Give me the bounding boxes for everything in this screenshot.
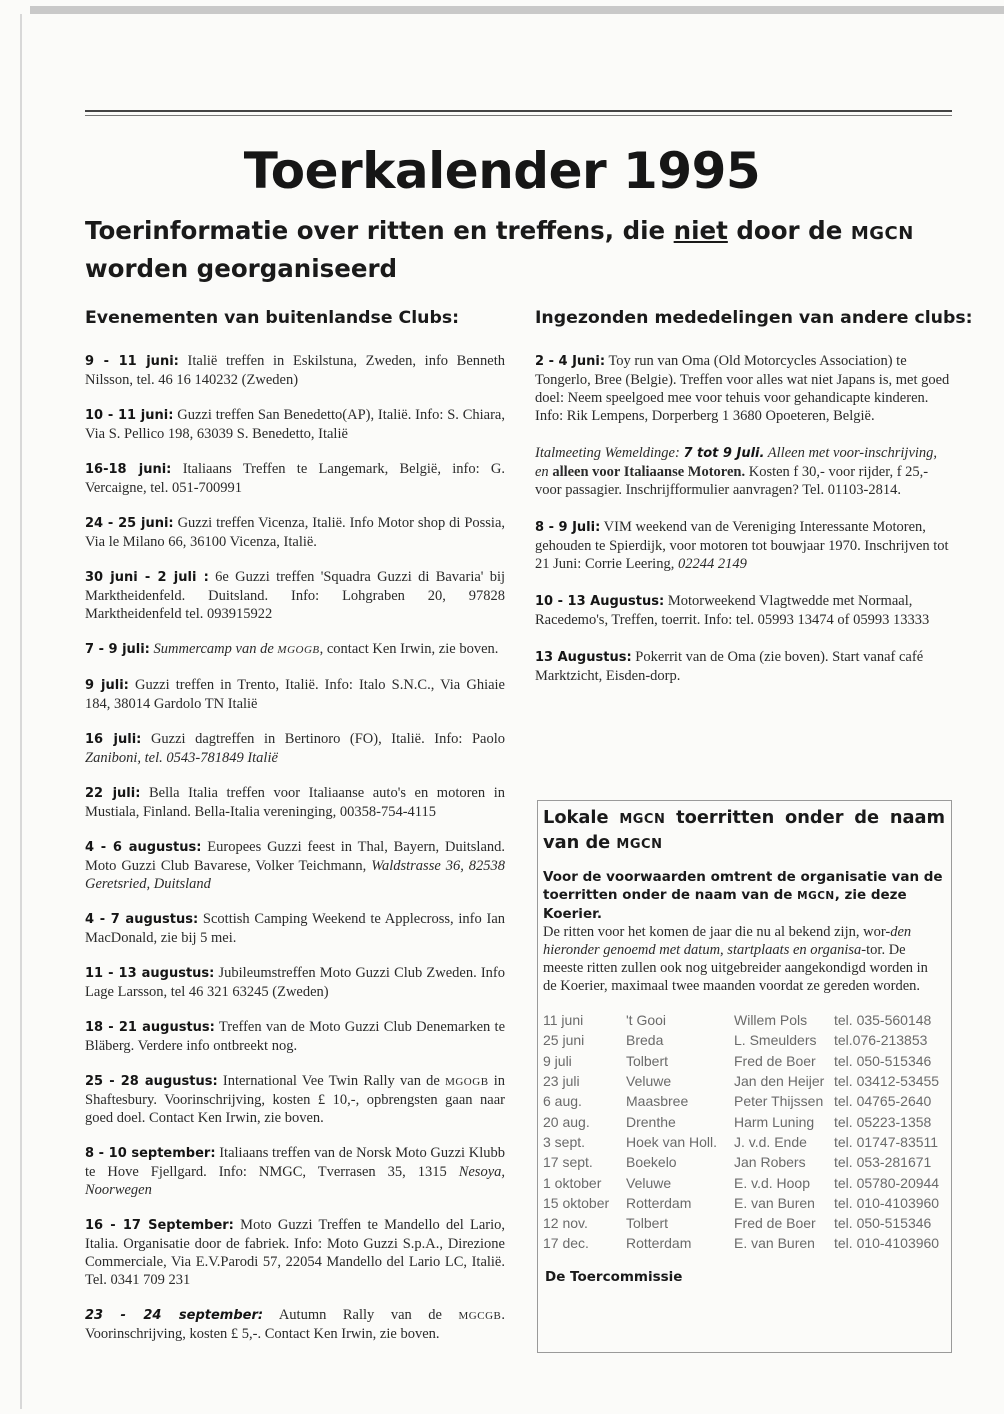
event-item: 16 juli: Guzzi dagtreffen in Bertinoro (FO), Italië. Info: Paolo Zaniboni, tel. 0543-781849 Italië (85, 731, 506, 766)
foreign-events-heading: Evenementen van buitenlandse Clubs: (85, 308, 460, 328)
local-rides-intro: De ritten voor het komen de jaar die nu al bekend zijn, wor-den hieronder genoemd met datum, startplaats en organisa-tor. De meeste ritten zullen ook nog uitgebreider aangekondigd worden in de Koerier, maximaal twee maanden voordat ze gereden worden. (543, 924, 928, 994)
event-item: 9 - 11 juni: Italië treffen in Eskilstuna, Zweden, info Benneth Nilsson, tel. 46 16 140232 (Zweden) (85, 353, 506, 388)
foreign-events-column (85, 308, 505, 1360)
local-rides-lead: Voor de voorwaarden omtrent de organisatie van de toerritten onder de naam van de MGCN, zie deze Koerier. (543, 869, 943, 922)
club-announcements-column (535, 308, 973, 704)
table-row: 11 juni 't Gooi Willem Pols tel. 035-560148 (543, 1012, 932, 1029)
page-subtitle: Toerinformatie over ritten en treffens, die niet door de MGCN worden georganiseerd (85, 216, 914, 283)
scan-left-edge (20, 14, 22, 1409)
table-row: 17 sept. Boekelo Jan Robers tel. 053-281671 (543, 1154, 932, 1171)
local-rides-box (537, 800, 952, 1353)
table-row: 25 juni Breda L. Smeulders tel.076-213853 (543, 1032, 928, 1049)
announcement-item: Italmeeting Wemeldinge: 7 tot 9 Juli. Alleen met voor-inschrijving, en alleen voor Italiaanse Motoren. Kosten f 30,- voor rijder, f 25,- voor passagier. Inschrijfformulier aanvragen? Tel. 01103-2814. (535, 445, 938, 498)
table-row: 9 juli Tolbert Fred de Boer tel. 050-515346 (543, 1052, 932, 1069)
emphasis-niet: niet (673, 216, 728, 245)
club-announcements-heading: Ingezonden mededelingen van andere clubs: (535, 308, 973, 328)
event-item: 23 - 24 september: Autumn Rally van de MGCGB. Voorinschrijving, kosten £ 5,-. Contact Ken Irwin, zie boven. (85, 1307, 505, 1342)
header-rule (85, 110, 952, 112)
signature: De Toercommissie (545, 1268, 683, 1285)
rides-table (543, 1010, 951, 1254)
event-item: 8 - 10 september: Italiaans treffen van de Norsk Moto Guzzi Klubb te Hove Fjellgard. Info: NMGC, Tverrasen 35, 1315 Nesoya, Noorwegen (85, 1145, 505, 1198)
event-item: 22 juli: Bella Italia treffen voor Italiaanse auto's en motoren in Mustiala, Finland. Bella-Italia vereninging, 00358-754-4115 (85, 785, 505, 820)
local-rides-title: Lokale MGCN toerritten onder de naam van de MGCN (543, 807, 945, 853)
event-item: 7 - 9 juli: Summercamp van de MGOGB, contact Ken Irwin, zie boven. (85, 641, 499, 657)
table-row: 17 dec. Rotterdam E. van Buren tel. 010-4103960 (543, 1235, 940, 1252)
table-row: 6 aug. Maasbree Peter Thijssen tel. 04765-2640 (543, 1093, 932, 1110)
announcement-item: 2 - 4 Juni: Toy run van Oma (Old Motorcycles Association) te Tongerlo, Bree (Belgie). Treffen voor alles wat niet Japans is, met goed doel: Neem speelgoed mee voor tehuis voor gehandicapte kinderen. Info: Rik Lempens, Dorperberg 1 3680 Opoeteren, België. (535, 353, 950, 424)
announcement-item: 8 - 9 Juli: VIM weekend van de Vereniging Interessante Motoren, gehouden te Spierdijk, voor motoren tot bouwjaar 1970. Inschrijven tot 21 Juni: Corrie Leering, 02244 2149 (535, 519, 949, 572)
event-item: 10 - 11 juni: Guzzi treffen San Benedetto(AP), Italië. Info: S. Chiara, Via S. Pellico 198, 63039 S. Benedetto, Italië (85, 407, 505, 442)
event-item: 4 - 6 augustus: Europees Guzzi feest in Thal, Bayern, Duitsland. Moto Guzzi Club Bavarese, Volker Teichmann, Waldstrasse 36, 82538 Geretsried, Duitsland (85, 839, 506, 892)
event-item: 9 juli: Guzzi treffen in Trento, Italië. Info: Italo S.N.C., Via Ghiaie 184, 38014 Gardolo TN Italië (85, 677, 505, 712)
event-item: 16-18 juni: Italiaans Treffen te Langemark, België, info: G. Vercaigne, tel. 051-700991 (85, 461, 506, 496)
event-item: 25 - 28 augustus: International Vee Twin Rally van de MGOGB in Shaftesbury. Voorinschrijving, kosten £ 10,-, opbrengsten gaan naar goed doel. Contact Ken Irwin, zie boven. (85, 1073, 506, 1126)
announcement-item: 13 Augustus: Pokerrit van de Oma (zie boven). Start vanaf café Marktzicht, Eisden-dorp. (535, 649, 924, 684)
table-row: 20 aug. Drenthe Harm Luning tel. 05223-1358 (543, 1113, 932, 1130)
announcement-item: 10 - 13 Augustus: Motorweekend Vlagtwedde met Normaal, Racedemo's, Treffen, toerrit. Info: tel. 05993 13474 of 05993 13333 (535, 593, 930, 628)
table-row: 12 nov. Tolbert Fred de Boer tel. 050-515346 (543, 1215, 932, 1232)
event-item: 16 - 17 September: Moto Guzzi Treffen te Mandello del Lario, Italia. Organisatie door de fabriek. Info: Moto Guzzi S.p.A., Direzione Commerciale, Via E.V.Parodi 57, 22054 Mandello del Lario LC, Italië. Tel. 0341 709 231 (85, 1217, 506, 1288)
page-title: Toerkalender 1995 (243, 142, 761, 200)
event-item: 4 - 7 augustus: Scottish Camping Weekend te Applecross, info Ian MacDonald, zie bij 5 mei. (85, 911, 506, 946)
header-rule-thin (85, 115, 952, 116)
event-item: 18 - 21 augustus: Treffen van de Moto Guzzi Club Denemarken te Bläberg. Verdere info ontbreekt nog. (85, 1019, 505, 1054)
table-row: 3 sept. Hoek van Holl. J. v.d. Ende tel. 01747-83511 (543, 1133, 939, 1150)
scan-top-edge (30, 6, 1004, 14)
table-row: 1 oktober Veluwe E. v.d. Hoop tel. 05780-20944 (543, 1174, 940, 1191)
event-item: 11 - 13 augustus: Jubileumstreffen Moto Guzzi Club Zweden. Info Lage Larsson, tel 46 321 63245 (Zweden) (85, 965, 505, 1000)
event-item: 30 juni - 2 juli : 6e Guzzi treffen 'Squadra Guzzi di Bavaria' bij Marktheidenfeld. Duitsland. Info: Lohgraben 20, 97828 Marktheidenfeld tel. 093915922 (85, 569, 506, 622)
event-item: 24 - 25 juni: Guzzi treffen Vicenza, Italië. Info Motor shop di Possia, Via le Milano 66, 36100 Vicenza, Italië. (85, 515, 506, 550)
table-row: 15 oktober Rotterdam E. van Buren tel. 010-4103960 (543, 1194, 940, 1211)
table-row: 23 juli Veluwe Jan den Heijer tel. 03412-53455 (543, 1073, 940, 1090)
